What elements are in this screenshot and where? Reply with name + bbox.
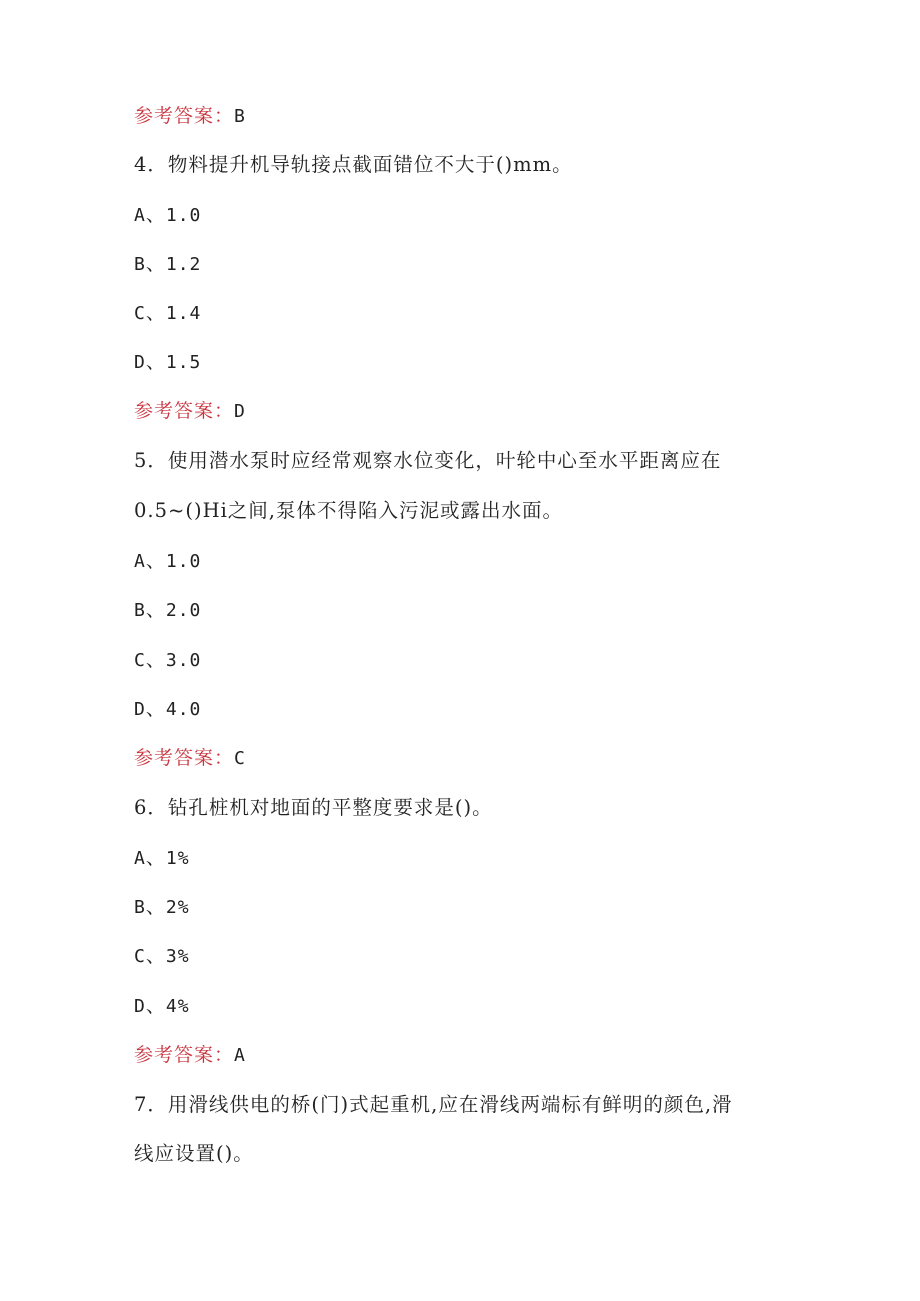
- answer-label: 参考答案：: [134, 400, 235, 422]
- option-letter: A: [134, 205, 146, 226]
- option-letter: C: [134, 946, 146, 967]
- option-separator: 、: [145, 847, 166, 869]
- answer-line-q4: [134, 399, 246, 424]
- q4-option-c: [134, 301, 201, 326]
- option-value: 4.0: [165, 699, 202, 720]
- option-letter: D: [134, 996, 146, 1017]
- option-letter: A: [134, 848, 146, 869]
- answer-letter: B: [234, 106, 246, 127]
- q4-option-b: [134, 252, 201, 277]
- option-letter: D: [134, 699, 146, 720]
- question-4-text: 4．物料提升机导轨接点截面错位不大于()mm。: [134, 153, 573, 176]
- answer-line-q6: [134, 1043, 246, 1068]
- option-value: 1.5: [165, 352, 202, 373]
- q4-option-d: [134, 350, 201, 375]
- answer-letter: C: [234, 748, 246, 769]
- q5-option-d: [134, 697, 201, 722]
- option-letter: B: [134, 897, 146, 918]
- option-separator: 、: [145, 351, 166, 373]
- q6-option-d: [134, 994, 190, 1019]
- q5-option-c: [134, 648, 201, 673]
- answer-line-q3: [134, 104, 246, 129]
- option-value: 1%: [165, 848, 190, 869]
- option-separator: 、: [145, 945, 166, 967]
- option-separator: 、: [145, 896, 166, 918]
- option-value: 1.0: [165, 551, 202, 572]
- answer-label: 参考答案：: [134, 105, 235, 127]
- q4-option-a: [134, 203, 201, 228]
- q6-option-b: [134, 895, 190, 920]
- option-value: 3%: [165, 946, 190, 967]
- option-separator: 、: [145, 995, 166, 1017]
- question-7-text-line2: 线应设置()。: [134, 1142, 254, 1165]
- option-separator: 、: [145, 550, 166, 572]
- option-value: 2.0: [165, 600, 202, 621]
- answer-label: 参考答案：: [134, 1044, 235, 1066]
- answer-line-q5: [134, 746, 246, 771]
- option-letter: A: [134, 551, 146, 572]
- option-separator: 、: [145, 253, 166, 275]
- option-value: 1.0: [165, 205, 202, 226]
- option-value: 3.0: [165, 650, 202, 671]
- option-letter: C: [134, 303, 146, 324]
- option-value: 2%: [165, 897, 190, 918]
- option-separator: 、: [145, 204, 166, 226]
- option-separator: 、: [145, 649, 166, 671]
- q5-option-a: [134, 549, 201, 574]
- option-letter: B: [134, 254, 146, 275]
- option-letter: D: [134, 352, 146, 373]
- q5-option-b: [134, 598, 201, 623]
- answer-letter: A: [234, 1045, 246, 1066]
- question-6-text: 6．钻孔桩机对地面的平整度要求是()。: [134, 796, 493, 819]
- question-5-text-line2: 0.5~()Hi之间,泵体不得陷入污泥或露出水面。: [134, 499, 564, 522]
- option-value: 1.4: [165, 303, 202, 324]
- answer-letter: D: [234, 401, 246, 422]
- option-separator: 、: [145, 302, 166, 324]
- question-7-text-line1: 7．用滑线供电的桥(门)式起重机,应在滑线两端标有鲜明的颜色,滑: [134, 1093, 733, 1116]
- option-letter: B: [134, 600, 146, 621]
- option-separator: 、: [145, 698, 166, 720]
- option-value: 4%: [165, 996, 190, 1017]
- option-separator: 、: [145, 599, 166, 621]
- answer-label: 参考答案：: [134, 747, 235, 769]
- option-value: 1.2: [165, 254, 202, 275]
- q6-option-a: [134, 846, 190, 871]
- question-5-text-line1: 5．使用潜水泵时应经常观察水位变化，叶轮中心至水平距离应在: [134, 449, 722, 472]
- q6-option-c: [134, 944, 190, 969]
- option-letter: C: [134, 650, 146, 671]
